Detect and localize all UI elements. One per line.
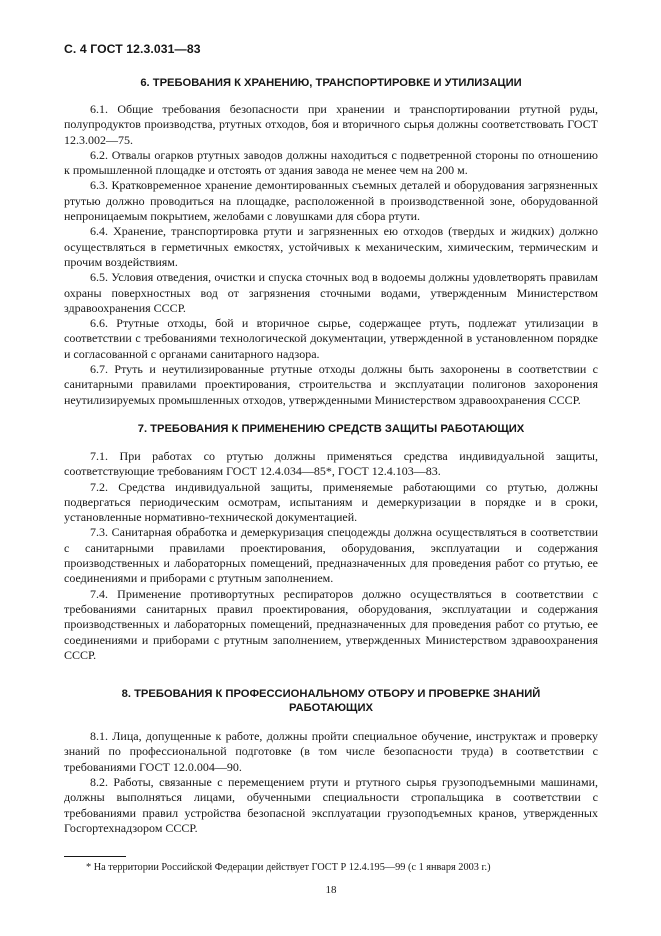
paragraph-7-2: 7.2. Средства индивидуальной защиты, применяемые работающими со ртутью, должны подвергаться периодическим осмотрам, испытаниям и демеркуризации в порядке и в сроки, установленные нормативно-технической документацией.	[64, 479, 598, 525]
paragraph-7-3: 7.3. Санитарная обработка и демеркуризация спецодежды должна осуществляться в соответствии с санитарными правилами проектирования, оборудования, эксплуатации и содержания производственных и лабораторных помещений, предназначенных для проведения работ со ртутью, ее соединениями и приборами с ртутным заполнением.	[64, 525, 598, 586]
document-page	[64, 42, 598, 896]
paragraph-7-4: 7.4. Применение противортутных респираторов должно осуществляться в соответствии с требованиями санитарных правил проектирования, оборудования, эксплуатации и содержания производственных и лабораторных помещений, предназначенных для проведения работ со ртутью, ее соединениями и приборами с ртутным заполнением, утвержденных Министерством здравоохранения СССР.	[64, 586, 598, 662]
paragraph-8-1: 8.1. Лица, допущенные к работе, должны пройти специальное обучение, инструктаж и проверку знаний по профессиональной подготовке (в том числе безопасности труда) в соответствии с требованиями ГОСТ 12.0.004—90.	[64, 729, 598, 774]
paragraph-6-6: 6.6. Ртутные отходы, бой и вторичное сырье, содержащее ртуть, подлежат утилизации в соответствии с требованиями технологической документации, утвержденной в установленном порядке и согласованной с органами санитарного надзора.	[64, 316, 598, 361]
footnote-divider	[64, 856, 126, 857]
section-7	[64, 422, 598, 663]
footnote: * На территории Российской Федерации действует ГОСТ Р 12.4.195—99 (с 1 января 2003 г.)	[86, 862, 491, 874]
paragraph-7-1: 7.1. При работах со ртутью должны применяться средства индивидуальной защиты, соответствующие требованиям ГОСТ 12.4.034—85*, ГОСТ 12.4.103—83.	[64, 448, 598, 479]
running-header: С. 4 ГОСТ 12.3.031—83	[64, 42, 201, 56]
paragraph-6-1: 6.1. Общие требования безопасности при хранении и транспортировании ртутной руды, полупродуктов производства, ртутных отходов, боя и вторичного сырья должны соответствовать ГОСТ 12.3.002—75.	[64, 102, 598, 147]
section-8	[64, 687, 598, 836]
paragraph-6-7: 6.7. Ртуть и неутилизированные ртутные отходы должны быть захоронены в соответствии с санитарными правилами проектирования, строительства и эксплуатации полигонов захоронения неутилизируемых промышленных отходов, утвержденными Министерством здравоохранения СССР.	[64, 362, 598, 407]
section-6	[64, 76, 598, 408]
paragraph-6-3: 6.3. Кратковременное хранение демонтированных съемных деталей и оборудования загрязненных ртутью должно проводиться на площадке, расположенной в производственной зоне, оборудованной непроницаемым покрытием, желобами с ловушками для сбора ртути.	[64, 178, 598, 224]
section-7-title: 7. ТРЕБОВАНИЯ К ПРИМЕНЕНИЮ СРЕДСТВ ЗАЩИТЫ РАБОТАЮЩИХ	[137, 422, 525, 435]
paragraph-8-2: 8.2. Работы, связанные с перемещением ртути и ртутного сырья грузоподъемными машинами, должны выполняться лицами, обученными специальности стропальщика в соответствии с требованиями правил устройства безопасной эксплуатации грузоподъемных кранов, утвержденных Госгортехнадзором СССР.	[64, 774, 598, 835]
paragraph-6-4: 6.4. Хранение, транспортировка ртути и загрязненных ею отходов (твердых и жидких) должно осуществляться в герметичных емкостях, устойчивых к механическим, химическим, термическим и прочим воздействиям.	[64, 224, 598, 269]
paragraph-6-5: 6.5. Условия отведения, очистки и спуска сточных вод в водоемы должны удовлетворять правилам охраны поверхностных вод от загрязнения сточными водами, утвержденным Министерством здравоохранения СССР.	[64, 270, 598, 315]
paragraph-6-2: 6.2. Отвалы огарков ртутных заводов должны находиться с подветренной стороны по отношению к промышленной площадке и отстоять от здания завода не менее чем на 200 м.	[64, 147, 598, 178]
page-number: 18	[325, 884, 337, 897]
section-6-title: 6. ТРЕБОВАНИЯ К ХРАНЕНИЮ, ТРАНСПОРТИРОВКЕ И УТИЛИЗАЦИИ	[140, 77, 522, 89]
section-8-title: 8. ТРЕБОВАНИЯ К ПРОФЕССИОНАЛЬНОМУ ОТБОРУ И ПРОВЕРКЕ ЗНАНИЙ РАБОТАЮЩИХ	[121, 688, 541, 715]
